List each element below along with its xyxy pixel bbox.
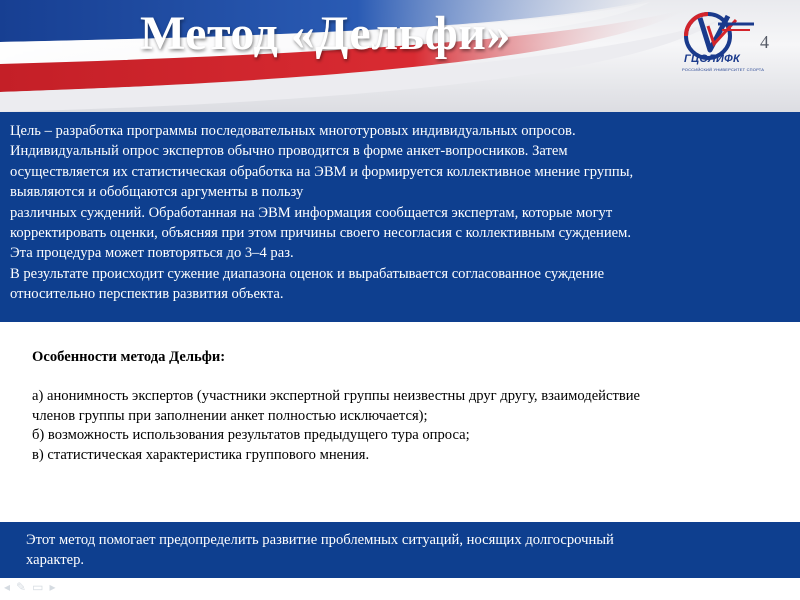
feature-line: б) возможность использования результатов предыдущего тура опроса; xyxy=(32,427,470,443)
slide-header xyxy=(0,0,800,112)
feature-line: а) анонимность экспертов (участники экспертной группы неизвестны друг другу, взаимодействие xyxy=(32,388,641,404)
goal-text-line: выявляются и обобщаются аргументы в пользу xyxy=(10,184,304,201)
previous-slide-icon[interactable]: ◂ xyxy=(4,580,11,594)
pen-icon[interactable]: ✎ xyxy=(16,580,27,594)
goal-text-line: Эта процедура может повторяться до 3–4 раз. xyxy=(10,245,294,262)
conclusion-line: характер. xyxy=(26,552,85,568)
goal-text-line: относительно перспектив развития объекта. xyxy=(10,286,284,303)
feature-line: членов группы при заполнении анкет полностью исключается); xyxy=(32,407,428,424)
goal-text-line: Цель – разработка программы последовательных многотуровых индивидуальных опросов. xyxy=(10,123,576,139)
goal-text-line: осуществляется их статистическая обработка на ЭВМ и формируется коллективное мнение группы, xyxy=(10,163,634,180)
conclusion-line: Этот метод помогает предопределить развитие проблемных ситуаций, носящих долгосрочный xyxy=(26,532,614,548)
slides-menu-icon[interactable]: ▭ xyxy=(32,580,44,594)
next-slide-icon[interactable]: ▸ xyxy=(49,580,56,594)
conclusion-panel xyxy=(0,522,800,578)
slide-nav xyxy=(4,580,55,594)
slide-title: Метод «Дельфи» xyxy=(140,7,511,60)
feature-line: в) статистическая характеристика группового мнения. xyxy=(32,446,370,463)
goal-text-line: различных суждений. Обработанная на ЭВМ информация сообщается экспертам, которые могут xyxy=(10,204,613,221)
logo-subtitle: РОССИЙСКИЙ УНИВЕРСИТЕТ СПОРТА xyxy=(682,67,765,72)
features-section xyxy=(32,348,792,465)
goal-text-line: Индивидуальный опрос экспертов обычно проводится в форме анкет-вопросников. Затем xyxy=(10,143,568,160)
goal-panel xyxy=(0,112,800,322)
features-heading: Особенности метода Дельфи: xyxy=(32,349,226,365)
logo-name: ГЦОЛИФК xyxy=(684,53,741,65)
goal-text-line: В результате происходит сужение диапазона оценок и вырабатывается согласованное суждение xyxy=(10,265,605,282)
goal-text-line: корректировать оценки, объясняя при этом причины своего несогласия с коллективным суждением. xyxy=(10,225,632,242)
page-number: 4 xyxy=(760,32,769,52)
